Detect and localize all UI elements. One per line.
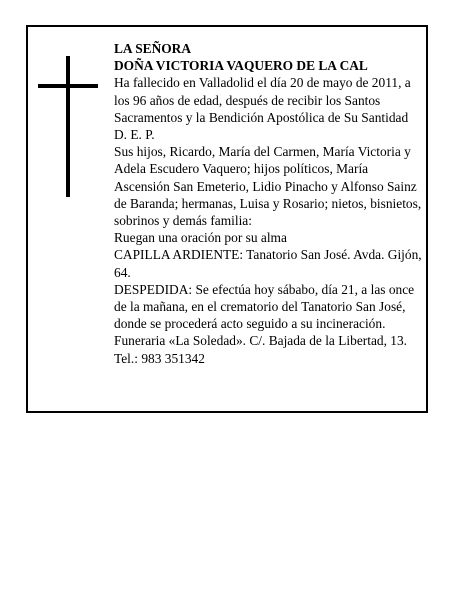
cross-icon <box>38 56 98 197</box>
chapel-info: CAPILLA ARDIENTE: Tanatorio San José. Avda. Gijón, 64. <box>114 247 422 280</box>
death-announcement: Ha fallecido en Valladolid el día 20 de mayo de 2011, a los 96 años de edad, después de recibir los Santos Sacramentos y la Bendición Apostólica de Su Santidad D. E. P. <box>114 75 411 143</box>
cross-vertical-bar <box>66 56 70 197</box>
cross-horizontal-bar <box>38 84 98 88</box>
funeral-home-info: Funeraria «La Soledad». C/. Bajada de la Libertad, 13. Tel.: 983 351342 <box>114 333 408 366</box>
family-list: Sus hijos, Ricardo, María del Carmen, María Victoria y Adela Escudero Vaquero; hijos políticos, María Ascensión San Emeterio, Lidio Pinacho y Alfonso Sainz de Baranda; hermanas, Luisa y Rosario; nietos, bisnietos, sobrinos y demás familia: <box>114 144 422 229</box>
notice-heading: LA SEÑORA <box>114 41 192 56</box>
deceased-name: DOÑA VICTORIA VAQUERO DE LA CAL <box>114 58 368 74</box>
obituary-notice <box>26 25 428 413</box>
prayer-request: Ruegan una oración por su alma <box>114 230 287 246</box>
farewell-info: DESPEDIDA: Se efectúa hoy sábabo, día 21, a las once de la mañana, en el crematorio del Tanatorio San José, donde se procederá acto seguido a su incineración. <box>114 281 415 332</box>
notice-text <box>114 40 422 367</box>
